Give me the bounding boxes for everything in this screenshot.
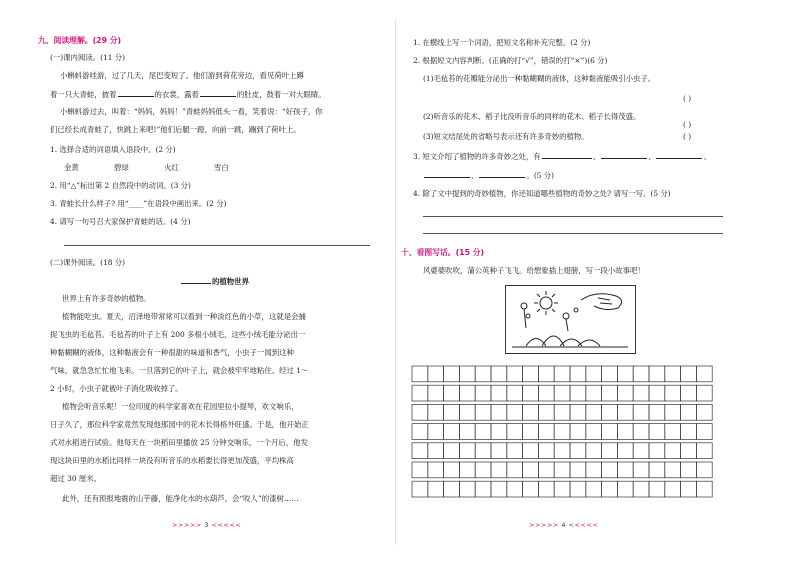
grid-cell[interactable] [681, 481, 697, 497]
title-blank[interactable] [181, 276, 211, 284]
grid-cell[interactable] [491, 424, 507, 440]
grid-cell[interactable] [586, 443, 602, 459]
grid-cell[interactable] [696, 443, 712, 459]
grid-cell[interactable] [507, 366, 523, 382]
article-line: 气味，就急急忙忙地飞来。一旦落到它的叶子上，就会被牢牢地粘住。经过 1～ [50, 366, 309, 375]
grid-cell[interactable] [459, 424, 475, 440]
grid-cell[interactable] [523, 404, 539, 420]
grid-cell[interactable] [428, 462, 444, 478]
grid-cell[interactable] [475, 366, 491, 382]
grid-cell[interactable] [444, 443, 460, 459]
article-line: 世界上有许多奇妙的植物。 [62, 294, 151, 303]
grid-cell[interactable] [554, 385, 570, 401]
grid-cell[interactable] [475, 481, 491, 497]
grid-cell[interactable] [633, 443, 649, 459]
question-2: 2. 用“△”标出第 2 自然段中的动词。(3 分) [50, 181, 191, 190]
grid-cell[interactable] [570, 385, 586, 401]
grid-cell[interactable] [665, 404, 681, 420]
judge-item-1: (1)毛毡苔的花瓣能分泌出一种黏糊糊的液体，这种黏液能吸引小虫子。 [423, 74, 656, 83]
word-option: 火红 [164, 163, 179, 172]
word-option: 雪白 [214, 163, 229, 172]
grid-svg [411, 365, 713, 501]
question-r4: 4. 除了文中提到的奇妙植物，你还知道哪些植物的奇妙之处? 请写一写。(5 分) [413, 189, 671, 198]
grid-cell[interactable] [554, 462, 570, 478]
grid-cell[interactable] [459, 443, 475, 459]
grid-cell[interactable] [681, 366, 697, 382]
grid-cell[interactable] [649, 443, 665, 459]
article-line: 捉飞虫的毛毡苔。毛毡苔的叶子上有 200 多根小绒毛，这些小绒毛能分泌出一 [50, 330, 306, 339]
question-r3: 3. 短文介绍了植物的许多奇妙之处，有 、 、 、 [413, 152, 711, 161]
grid-cell[interactable] [602, 443, 618, 459]
grid-cell[interactable] [617, 404, 633, 420]
grid-cell[interactable] [633, 385, 649, 401]
question-1: 1. 选择合适的词语填入语段中。(2 分) [50, 145, 176, 154]
grid-cell[interactable] [444, 424, 460, 440]
grid-cell[interactable] [491, 462, 507, 478]
question-r2: 2. 根据短文内容判断。(正确的打“√”，错误的打“×”)(6 分) [413, 56, 608, 65]
question-4: 4. 请写一句号召大家保护青蛙的话。(4 分) [50, 217, 191, 226]
grid-cell[interactable] [538, 404, 554, 420]
grid-cell[interactable] [444, 404, 460, 420]
grid-cell[interactable] [412, 443, 428, 459]
page-left [0, 0, 396, 561]
grid-cell[interactable] [507, 424, 523, 440]
grid-cell[interactable] [428, 385, 444, 401]
grid-cell[interactable] [602, 424, 618, 440]
grid-cell[interactable] [554, 443, 570, 459]
grid-cell[interactable] [617, 443, 633, 459]
article-line: 种黏糊糊的液体，这种黏液会有一种很甜的味道和香气，小虫子一闻到这种 [50, 348, 294, 357]
grid-cell[interactable] [570, 424, 586, 440]
grid-cell[interactable] [475, 462, 491, 478]
grid-cell[interactable] [428, 443, 444, 459]
grid-cell[interactable] [444, 385, 460, 401]
page-number-left: >>>>> 3 <<<<< [172, 521, 242, 529]
grid-cell[interactable] [665, 424, 681, 440]
grid-cell[interactable] [459, 385, 475, 401]
article-line: 2 小时，小虫子就被叶子消化吸收掉了。 [50, 384, 183, 393]
grid-cell[interactable] [459, 366, 475, 382]
grid-cell[interactable] [586, 481, 602, 497]
grid-cell[interactable] [633, 481, 649, 497]
page-number-right: >>>>> 4 <<<<< [529, 521, 599, 529]
grid-cell[interactable] [538, 481, 554, 497]
word-option: 金黄 [64, 163, 79, 172]
grid-cell[interactable] [428, 481, 444, 497]
part2-title: (二)课外阅读。(18 分) [50, 258, 126, 267]
grid-cell[interactable] [554, 404, 570, 420]
grid-cell[interactable] [554, 366, 570, 382]
grid-cell[interactable] [617, 462, 633, 478]
grid-cell[interactable] [649, 424, 665, 440]
grid-cell[interactable] [412, 462, 428, 478]
grid-cell[interactable] [523, 366, 539, 382]
grid-cell[interactable] [681, 424, 697, 440]
grid-cell[interactable] [649, 481, 665, 497]
grid-cell[interactable] [507, 385, 523, 401]
grid-cell[interactable] [602, 404, 618, 420]
grid-cell[interactable] [507, 443, 523, 459]
writing-prompt: 风婆婆吹吹，蒲公英种子飞飞。给想象插上翅膀，写一段小故事吧！ [423, 266, 645, 275]
grid-cell[interactable] [570, 462, 586, 478]
dandelion-illustration [506, 286, 635, 353]
article-line: 超过 30 厘米。 [50, 474, 102, 483]
page-divider [395, 20, 396, 545]
grid-cell[interactable] [633, 462, 649, 478]
grid-cell[interactable] [681, 404, 697, 420]
question-r3-cont: 、 。(5 分) [423, 170, 554, 180]
judge-item-2: (2)听音乐的花木、稻子比没听音乐的同样的花木、稻子长得茂盛。 [423, 112, 641, 121]
question-3: 3. 青蛙长什么样子? 用“____”在语段中画出来。(2 分) [50, 199, 227, 208]
grid-cell[interactable] [696, 481, 712, 497]
fill-blank[interactable] [479, 170, 525, 178]
grid-cell[interactable] [444, 462, 460, 478]
article-line: 日子久了，那位科学家竟然发现他那园中的花木长得格外旺盛。于是，他开始正 [50, 420, 309, 429]
grid-cell[interactable] [665, 481, 681, 497]
grid-cell[interactable] [649, 404, 665, 420]
grid-cell[interactable] [633, 404, 649, 420]
fill-blank[interactable] [118, 89, 154, 97]
grid-cell[interactable] [507, 481, 523, 497]
grid-cell[interactable] [586, 404, 602, 420]
grid-cell[interactable] [665, 385, 681, 401]
section-title-writing: 十、看图写话。(15 分) [401, 248, 485, 257]
judge-box-3[interactable]: ( ) [683, 132, 692, 141]
grid-cell[interactable] [554, 481, 570, 497]
judge-box-2[interactable]: ( ) [683, 120, 692, 129]
grid-cell[interactable] [475, 443, 491, 459]
grid-cell[interactable] [665, 462, 681, 478]
grid-cell[interactable] [665, 366, 681, 382]
grid-cell[interactable] [523, 424, 539, 440]
grid-cell[interactable] [633, 366, 649, 382]
grid-cell[interactable] [602, 385, 618, 401]
section-title-reading: 九、阅读理解。(29 分) [38, 36, 122, 45]
grid-cell[interactable] [617, 481, 633, 497]
grid-cell[interactable] [649, 366, 665, 382]
judge-item-3: (3)短文结尾处的省略号表示还有许多奇妙的植物。 [423, 132, 589, 141]
fill-blank[interactable] [656, 151, 702, 159]
grid-cell[interactable] [538, 385, 554, 401]
grid-cell[interactable] [412, 481, 428, 497]
answer-line[interactable] [423, 216, 723, 217]
grid-cell[interactable] [475, 424, 491, 440]
article-line: 式对水稻进行试验。他每天在一块稻田里播放 25 分钟交响乐，一个月后，他发 [50, 438, 308, 447]
grid-cell[interactable] [649, 462, 665, 478]
article-title: 的植物世界 [180, 276, 249, 286]
passage1-line2: 着一只大青蛙，披着 的衣裳，露着 的肚皮，鼓着一对大眼睛。 [50, 90, 326, 99]
fill-blank[interactable] [542, 151, 592, 159]
judge-box-1[interactable]: ( ) [683, 94, 692, 103]
grid-cell[interactable] [475, 404, 491, 420]
grid-cell[interactable] [696, 385, 712, 401]
grid-cell[interactable] [617, 385, 633, 401]
writing-grid[interactable] [411, 365, 713, 501]
grid-cell[interactable] [617, 366, 633, 382]
grid-cell[interactable] [523, 385, 539, 401]
answer-line[interactable] [423, 233, 723, 234]
grid-cell[interactable] [602, 481, 618, 497]
grid-cell[interactable] [428, 404, 444, 420]
grid-cell[interactable] [412, 385, 428, 401]
grid-cell[interactable] [696, 462, 712, 478]
grid-cell[interactable] [570, 366, 586, 382]
grid-cell[interactable] [696, 404, 712, 420]
grid-cell[interactable] [681, 462, 697, 478]
fill-blank[interactable] [424, 170, 470, 178]
passage1-line: 小蝌蚪游哇游，过了几天，尾巴变短了。他们游到荷花旁边，看见荷叶上蹲 [60, 71, 304, 80]
grid-cell[interactable] [570, 481, 586, 497]
grid-cell[interactable] [412, 404, 428, 420]
grid-cell[interactable] [444, 366, 460, 382]
grid-cell[interactable] [681, 385, 697, 401]
grid-cell[interactable] [696, 424, 712, 440]
dandelion-picture [505, 285, 636, 354]
question-r1: 1. 在横线上写一个词语，把短文名称补充完整。(2 分) [413, 38, 591, 47]
grid-cell[interactable] [617, 424, 633, 440]
grid-cell[interactable] [491, 481, 507, 497]
grid-cell[interactable] [665, 443, 681, 459]
grid-cell[interactable] [507, 404, 523, 420]
grid-cell[interactable] [428, 424, 444, 440]
grid-cell[interactable] [538, 366, 554, 382]
passage2-line: 小蝌蚪游过去，叫着：“妈妈，妈妈！”青蛙妈妈低头一看，笑着说：“好孩子，你 [60, 107, 323, 116]
grid-cell[interactable] [459, 481, 475, 497]
part1-title: (一)课内阅读。(11 分) [50, 53, 126, 62]
grid-cell[interactable] [491, 443, 507, 459]
grid-cell[interactable] [412, 366, 428, 382]
grid-cell[interactable] [649, 385, 665, 401]
grid-cell[interactable] [696, 366, 712, 382]
fill-blank[interactable] [200, 89, 236, 97]
grid-cell[interactable] [491, 366, 507, 382]
grid-cell[interactable] [491, 404, 507, 420]
grid-cell[interactable] [602, 462, 618, 478]
grid-cell[interactable] [538, 424, 554, 440]
grid-cell[interactable] [428, 366, 444, 382]
grid-cell[interactable] [523, 443, 539, 459]
grid-cell[interactable] [475, 385, 491, 401]
grid-cell[interactable] [602, 366, 618, 382]
grid-cell[interactable] [586, 462, 602, 478]
grid-cell[interactable] [570, 404, 586, 420]
grid-cell[interactable] [586, 385, 602, 401]
grid-cell[interactable] [412, 424, 428, 440]
grid-cell[interactable] [459, 462, 475, 478]
grid-cell[interactable] [491, 385, 507, 401]
article-line: 现这块田里的水稻比同样一块没有听音乐的水稻要长得更加茂盛，平均株高 [50, 456, 294, 465]
grid-cell[interactable] [570, 443, 586, 459]
article-line: 植物会听音乐呢！一位印度的科学家喜欢在花园里拉小提琴，欢文响乐， [62, 402, 299, 411]
grid-cell[interactable] [523, 462, 539, 478]
grid-cell[interactable] [538, 443, 554, 459]
grid-cell[interactable] [586, 366, 602, 382]
grid-cell[interactable] [554, 424, 570, 440]
grid-cell[interactable] [538, 462, 554, 478]
grid-cell[interactable] [444, 481, 460, 497]
grid-cell[interactable] [633, 424, 649, 440]
word-option: 碧绿 [114, 163, 129, 172]
grid-cell[interactable] [523, 481, 539, 497]
article-line: 植物能吃虫。夏天，沼泽地带常常可以看到一种淡红色的小草，这就是会捕 [62, 312, 306, 321]
passage2-line: 们已经长成青蛙了，快跳上来吧!”他们后腿一蹬，向前一跳，蹦到了荷叶上。 [50, 125, 301, 134]
grid-cell[interactable] [681, 443, 697, 459]
fill-blank[interactable] [601, 151, 647, 159]
article-line: 此外，还有预报地震的山芋藤，能净化水的水葫芦，会“咬人”的漆树…… [62, 494, 299, 503]
grid-cell[interactable] [459, 404, 475, 420]
answer-line[interactable] [64, 245, 370, 246]
grid-cell[interactable] [507, 462, 523, 478]
grid-cell[interactable] [586, 424, 602, 440]
